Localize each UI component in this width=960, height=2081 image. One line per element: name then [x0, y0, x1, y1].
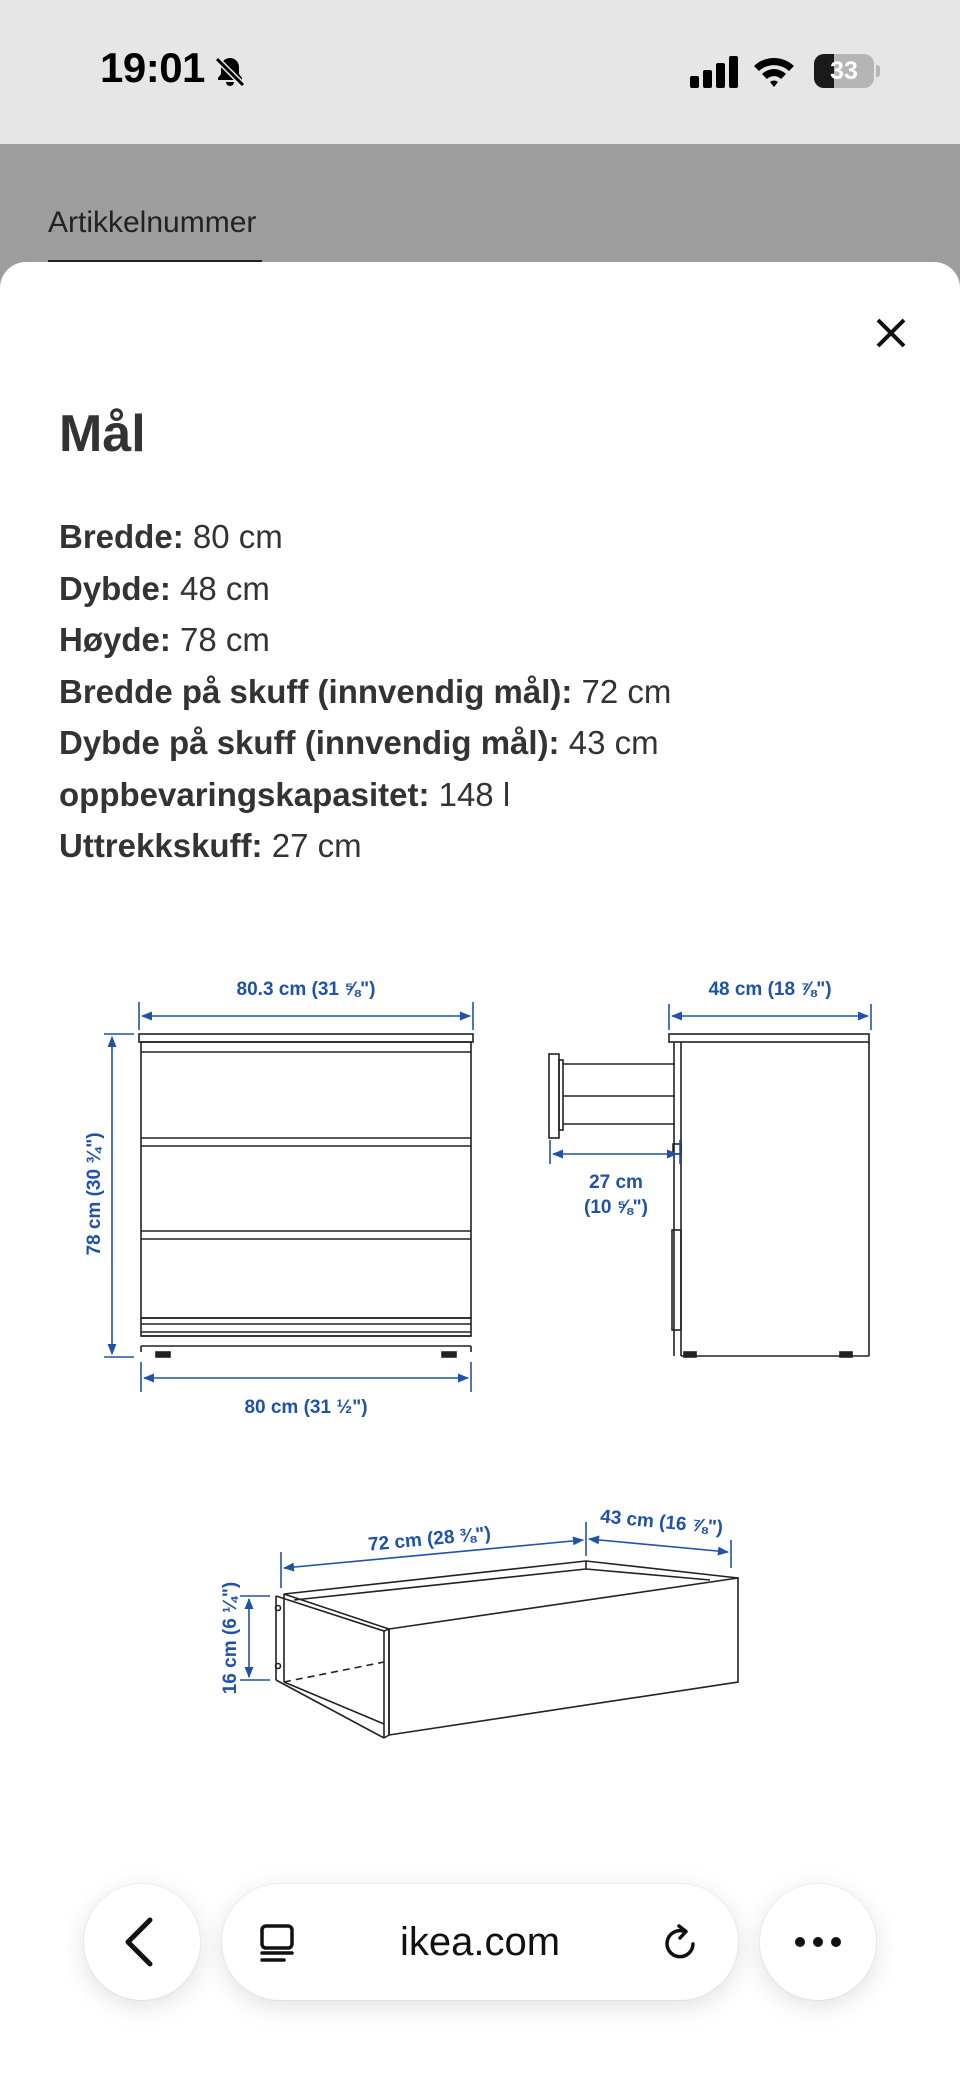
sheet-title: Mål	[59, 405, 146, 463]
drawer-height-label: 16 cm (6 ¼")	[220, 1581, 241, 1695]
wifi-icon	[752, 54, 796, 88]
spec-value: 27 cm	[262, 827, 362, 864]
side-view-dimensions	[550, 1004, 871, 1164]
more-button[interactable]	[760, 1884, 876, 2000]
spec-key: Høyde:	[59, 621, 171, 658]
url-text[interactable]: ikea.com	[399, 1920, 561, 1964]
article-number-tab[interactable]: Artikkelnummer	[48, 206, 257, 239]
background-page	[0, 144, 960, 274]
address-bar[interactable]	[222, 1884, 738, 2000]
drawer-pull-label-1: 27 cm	[589, 1172, 643, 1193]
spec-value: 78 cm	[170, 621, 270, 658]
spec-value: 72 cm	[572, 672, 672, 710]
signal-icon	[690, 56, 740, 88]
spec-value: 80 cm	[183, 518, 283, 555]
bell-muted-icon	[212, 54, 248, 90]
spec-value: 43 cm	[559, 724, 659, 761]
reload-icon[interactable]	[660, 1922, 702, 1964]
drawer-width-label: 72 cm (28 ⅜")	[367, 1523, 492, 1556]
spec-key: oppbevaringskapasitet:	[59, 775, 430, 813]
status-bar	[0, 0, 960, 144]
back-button[interactable]	[84, 1884, 200, 2000]
drawer-pull-label-2: (10 ⅝")	[584, 1197, 648, 1218]
status-time: 19:01	[100, 44, 205, 91]
battery-icon	[814, 54, 880, 88]
front-view-dimensions	[104, 1002, 473, 1392]
dimension-drawings	[0, 262, 960, 1762]
front-top-width-label: 80.3 cm (31 ⅝")	[236, 979, 376, 1000]
drawer-depth-label: 43 cm (16 ⅞")	[599, 1506, 724, 1539]
chevron-left-icon	[84, 1884, 200, 2000]
front-height-label: 78 cm (30 ¾")	[84, 1132, 105, 1256]
spec-key: Dybde på skuff (innvendig mål):	[59, 724, 560, 761]
spec-value: 48 cm	[170, 569, 270, 607]
battery-level: 33	[830, 57, 858, 85]
side-depth-label: 48 cm (18 ⅞")	[708, 979, 832, 1000]
front-view-drawing	[139, 1034, 473, 1357]
ellipsis-icon	[760, 1884, 876, 2000]
spec-key: Bredde:	[59, 518, 184, 555]
drawer-drawing	[276, 1561, 739, 1738]
spec-value: 148 l	[429, 775, 511, 813]
spec-key: Uttrekkskuff:	[59, 827, 263, 864]
spec-key: Dybde:	[59, 569, 171, 607]
side-view-drawing	[549, 1034, 869, 1357]
dimensions-sheet	[0, 262, 960, 2081]
browser-toolbar	[0, 1860, 960, 2081]
spec-key: Bredde på skuff (innvendig mål):	[59, 672, 573, 710]
front-bottom-width-label: 80 cm (31 ½")	[244, 1397, 368, 1418]
